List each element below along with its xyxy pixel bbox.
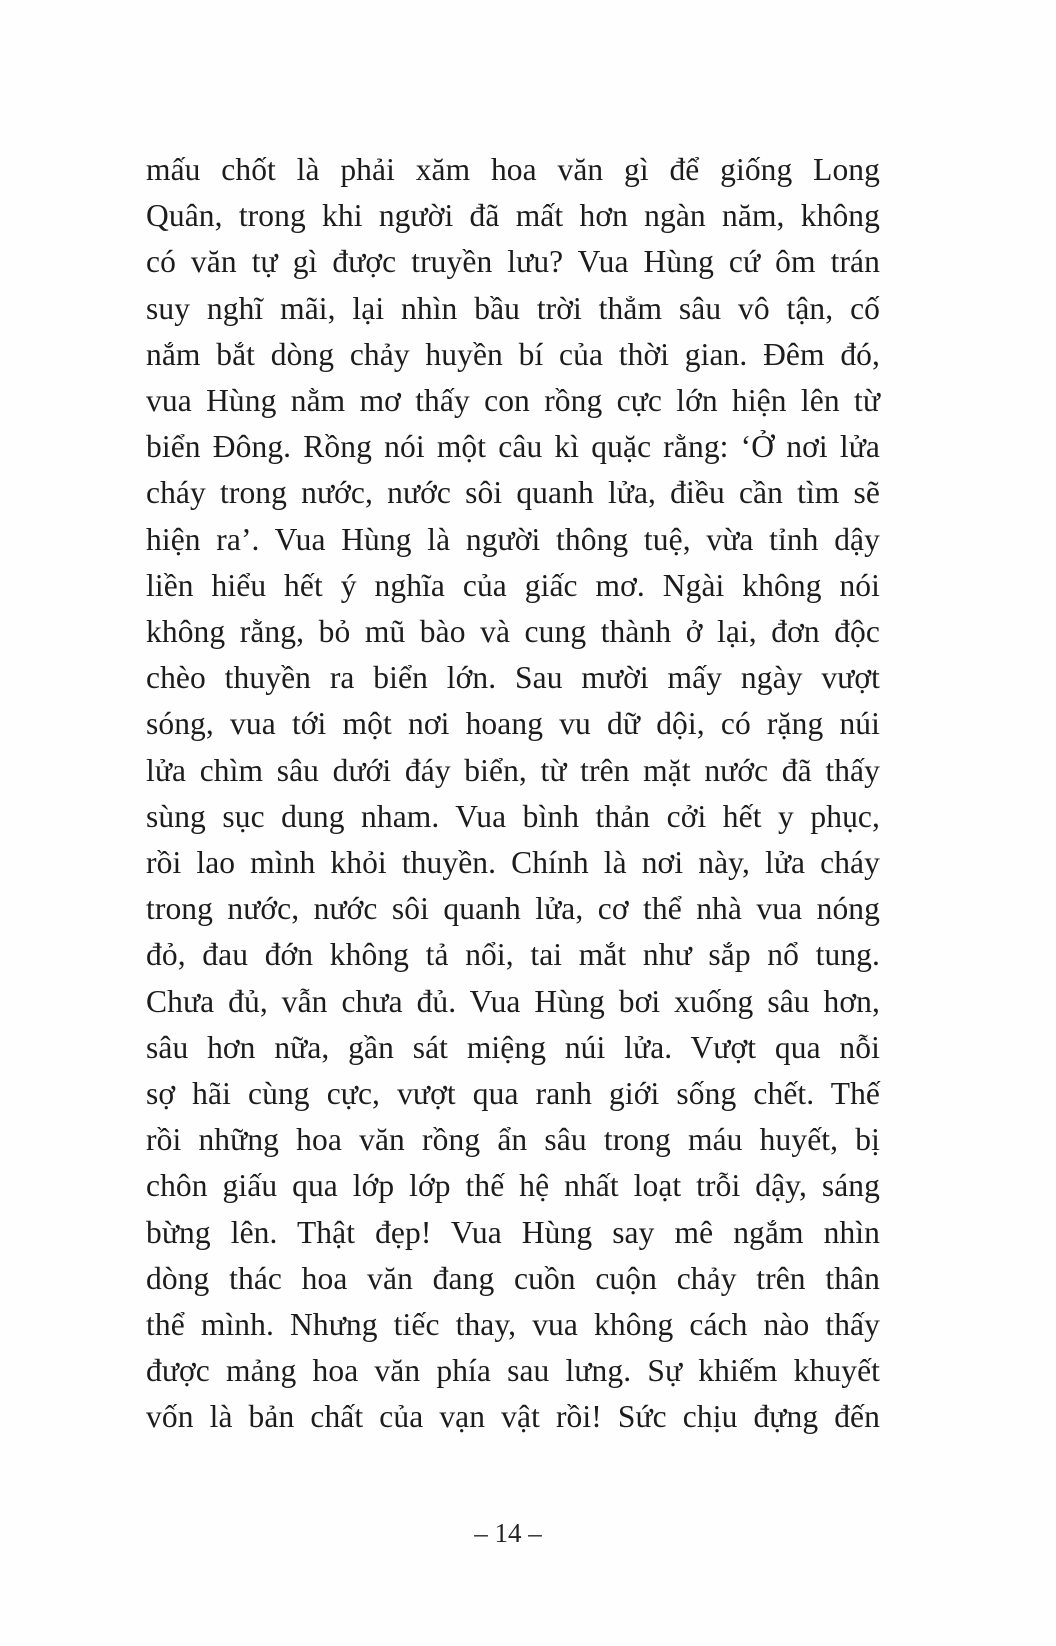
text-line: sùng sục dung nham. Vua bình thản cởi hết y phục, bbox=[146, 798, 880, 834]
text-line: vua Hùng nằm mơ thấy con rồng cực lớn hiện lên từ bbox=[146, 383, 880, 419]
text-line: sâu hơn nữa, gần sát miệng núi lửa. Vượt qua nỗi bbox=[146, 1029, 880, 1065]
text-line: trong nước, nước sôi quanh lửa, cơ thể nhà vua nóng bbox=[146, 891, 880, 927]
text-line: vốn là bản chất của vạn vật rồi! Sức chịu đựng đến bbox=[146, 1399, 880, 1435]
text-line: lửa chìm sâu dưới đáy biển, từ trên mặt nước đã thấy bbox=[146, 752, 880, 788]
text-line: nắm bắt dòng chảy huyền bí của thời gian. Đêm đó, bbox=[146, 336, 880, 372]
text-line: rồi những hoa văn rồng ẩn sâu trong máu huyết, bị bbox=[146, 1122, 880, 1158]
text-line: cháy trong nước, nước sôi quanh lửa, điều cần tìm sẽ bbox=[146, 475, 880, 511]
page-number: – 14 – bbox=[474, 1518, 542, 1548]
text-line: rồi lao mình khỏi thuyền. Chính là nơi này, lửa cháy bbox=[146, 845, 880, 881]
text-line: mấu chốt là phải xăm hoa văn gì để giống Long bbox=[146, 152, 880, 187]
text-line: sóng, vua tới một nơi hoang vu dữ dội, có rặng núi bbox=[146, 706, 880, 742]
text-line: dòng thác hoa văn đang cuồn cuộn chảy trên thân bbox=[146, 1260, 880, 1296]
text-line: chôn giấu qua lớp lớp thế hệ nhất loạt trỗi dậy, sáng bbox=[146, 1168, 880, 1204]
text-line: đỏ, đau đớn không tả nổi, tai mắt như sắp nổ tung. bbox=[146, 937, 880, 973]
text-line: bừng lên. Thật đẹp! Vua Hùng say mê ngắm nhìn bbox=[146, 1214, 880, 1250]
text-line: suy nghĩ mãi, lại nhìn bầu trời thẳm sâu vô tận, cố bbox=[146, 290, 880, 326]
text-line: không rằng, bỏ mũ bào và cung thành ở lại, đơn độc bbox=[146, 614, 880, 650]
text-line: Chưa đủ, vẫn chưa đủ. Vua Hùng bơi xuống sâu hơn, bbox=[146, 983, 880, 1019]
text-line: có văn tự gì được truyền lưu? Vua Hùng cứ ôm trán bbox=[146, 244, 880, 280]
text-line: biển Đông. Rồng nói một câu kì quặc rằng: ‘Ở nơi lửa bbox=[146, 429, 880, 465]
text-line: Quân, trong khi người đã mất hơn ngàn năm, không bbox=[146, 198, 880, 234]
text-line: hiện ra’. Vua Hùng là người thông tuệ, vừa tỉnh dậy bbox=[146, 521, 880, 557]
text-line: thể mình. Nhưng tiếc thay, vua không cách nào thấy bbox=[146, 1307, 880, 1343]
text-line: chèo thuyền ra biển lớn. Sau mười mấy ngày vượt bbox=[146, 660, 880, 696]
text-line: sợ hãi cùng cực, vượt qua ranh giới sống chết. Thế bbox=[146, 1076, 880, 1112]
body-text bbox=[146, 147, 880, 1441]
text-line: liền hiểu hết ý nghĩa của giấc mơ. Ngài không nói bbox=[146, 567, 880, 603]
text-line: được mảng hoa văn phía sau lưng. Sự khiếm khuyết bbox=[146, 1353, 880, 1389]
